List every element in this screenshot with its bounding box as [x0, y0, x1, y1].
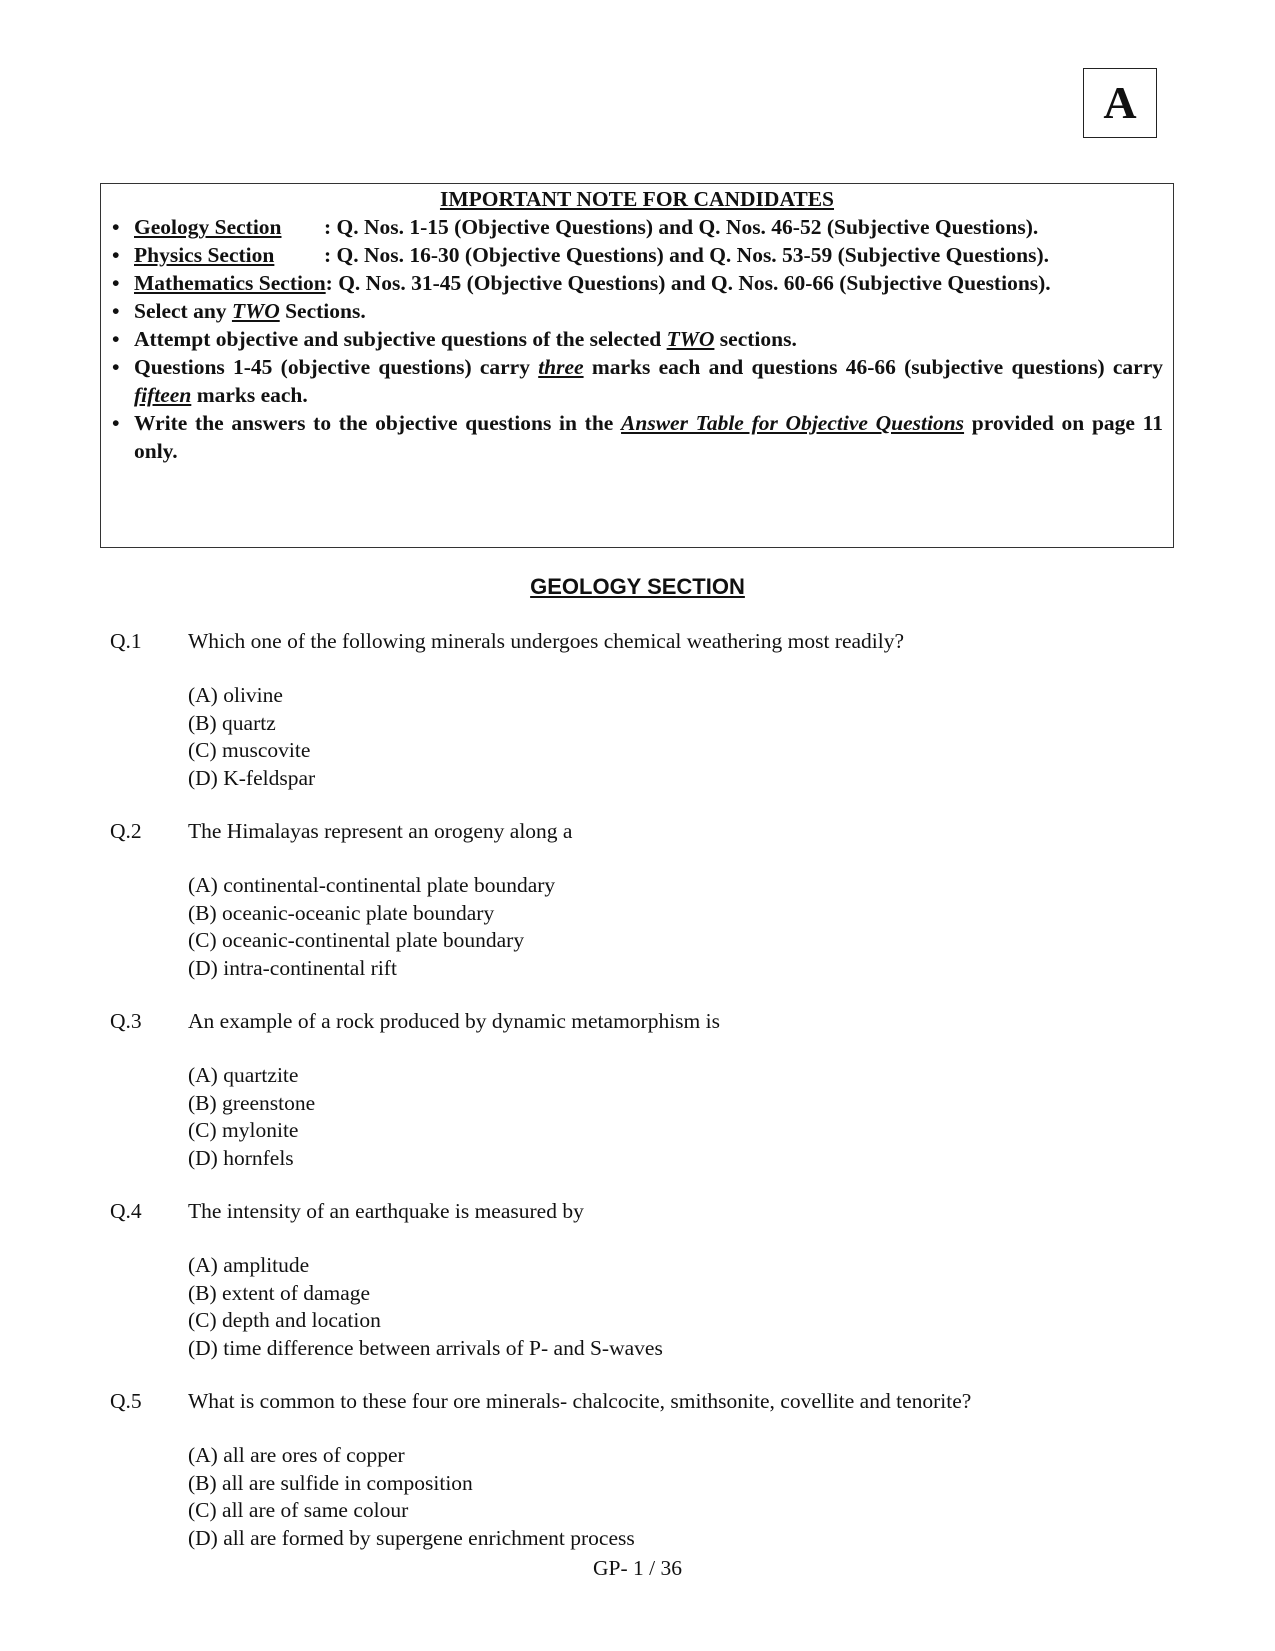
mathematics-section-label: Mathematics Section: [134, 271, 326, 295]
marks-text-pre: Questions 1-45 (objective questions) carry: [134, 355, 539, 379]
question-number: Q.1: [110, 629, 142, 653]
page-footer: GP- 1 / 36: [593, 1556, 682, 1580]
option-c: (C) all are of same colour: [188, 1498, 409, 1522]
bullet-icon: •: [112, 327, 120, 351]
option-b: (B) quartz: [188, 710, 276, 735]
marks-text-post: marks each.: [191, 383, 308, 407]
option-a: (A) quartzite: [188, 1063, 299, 1087]
option-d: (D) time difference between arrivals of P- and S-waves: [188, 1335, 663, 1360]
geology-section-label: Geology Section: [134, 215, 282, 239]
important-note-box: [100, 183, 1174, 548]
paper-code-box: [1083, 68, 1157, 138]
select-text-emphasis: TWO: [231, 299, 280, 323]
answers-text-emphasis: Answer Table for Objective Questions: [621, 411, 965, 435]
question-text: What is common to these four ore minerals- chalcocite, smithsonite, covellite and tenorite?: [188, 1389, 972, 1413]
option-list: [188, 682, 315, 792]
note-item-physics: [111, 241, 1163, 269]
paper-code: A: [1103, 77, 1137, 128]
note-item-mathematics: [111, 269, 1163, 297]
answers-text-post: provided on page 11 only.: [134, 411, 1163, 463]
select-text-pre: Select any: [134, 299, 232, 323]
option-list: [188, 872, 555, 982]
question-number: Q.4: [110, 1199, 142, 1223]
question-text: The intensity of an earthquake is measured by: [188, 1199, 584, 1223]
bullet-icon: •: [112, 243, 120, 267]
option-c: (C) mylonite: [188, 1118, 299, 1142]
option-c: (C) oceanic-continental plate boundary: [188, 928, 525, 952]
bullet-icon: •: [112, 299, 120, 323]
option-b: (B) all are sulfide in composition: [188, 1470, 473, 1495]
option-a: (A) amplitude: [188, 1253, 310, 1277]
geology-section-text: : Q. Nos. 1-15 (Objective Questions) and Q. Nos. 46-52 (Subjective Questions).: [324, 215, 1039, 239]
option-b: (B) oceanic-oceanic plate boundary: [188, 900, 495, 925]
option-d: (D) K-feldspar: [188, 765, 316, 790]
option-d: (D) all are formed by supergene enrichment process: [188, 1525, 635, 1550]
option-b: (B) greenstone: [188, 1090, 316, 1115]
question-text: An example of a rock produced by dynamic metamorphism is: [188, 1009, 720, 1033]
question-number: Q.3: [110, 1009, 142, 1033]
option-d: (D) intra-continental rift: [188, 955, 397, 980]
option-list: [188, 1252, 663, 1362]
attempt-text-pre: Attempt objective and subjective questions of the selected: [134, 327, 667, 351]
bullet-icon: •: [112, 215, 120, 239]
note-item-attempt: [111, 325, 1163, 353]
note-item-marks: [111, 353, 1163, 409]
note-item-select: [111, 297, 1163, 325]
question-number: Q.5: [110, 1389, 142, 1413]
question-number: Q.2: [110, 819, 142, 843]
answers-text-pre: Write the answers to the objective questions in the: [134, 411, 622, 435]
mathematics-section-text: : Q. Nos. 31-45 (Objective Questions) and Q. Nos. 60-66 (Subjective Questions).: [325, 271, 1051, 295]
option-c: (C) depth and location: [188, 1308, 381, 1332]
marks-text-emphasis-three: three: [538, 355, 584, 379]
bullet-icon: •: [112, 411, 120, 435]
select-text-post: Sections.: [279, 299, 366, 323]
option-c: (C) muscovite: [188, 738, 311, 762]
bullet-icon: •: [112, 355, 120, 379]
option-a: (A) olivine: [188, 683, 283, 707]
option-list: [188, 1442, 635, 1552]
note-title: IMPORTANT NOTE FOR CANDIDATES: [439, 187, 835, 211]
option-a: (A) all are ores of copper: [188, 1443, 405, 1467]
attempt-text-emphasis: TWO: [666, 327, 715, 351]
question-text: The Himalayas represent an orogeny along a: [188, 819, 573, 843]
bullet-icon: •: [112, 271, 120, 295]
note-item-geology: [111, 213, 1163, 241]
note-list: [111, 213, 1163, 465]
physics-section-label: Physics Section: [134, 243, 275, 267]
section-title: GEOLOGY SECTION: [530, 574, 745, 599]
option-a: (A) continental-continental plate boundary: [188, 873, 556, 897]
physics-section-text: : Q. Nos. 16-30 (Objective Questions) and Q. Nos. 53-59 (Subjective Questions).: [324, 243, 1050, 267]
option-list: [188, 1062, 315, 1172]
marks-text-mid: marks each and questions 46-66 (subjective questions) carry: [583, 355, 1163, 379]
note-item-answers: [111, 409, 1163, 465]
attempt-text-post: sections.: [714, 327, 797, 351]
question-text: Which one of the following minerals undergoes chemical weathering most readily?: [188, 629, 905, 653]
option-b: (B) extent of damage: [188, 1280, 371, 1305]
marks-text-emphasis-fifteen: fifteen: [134, 383, 192, 407]
option-d: (D) hornfels: [188, 1145, 294, 1170]
